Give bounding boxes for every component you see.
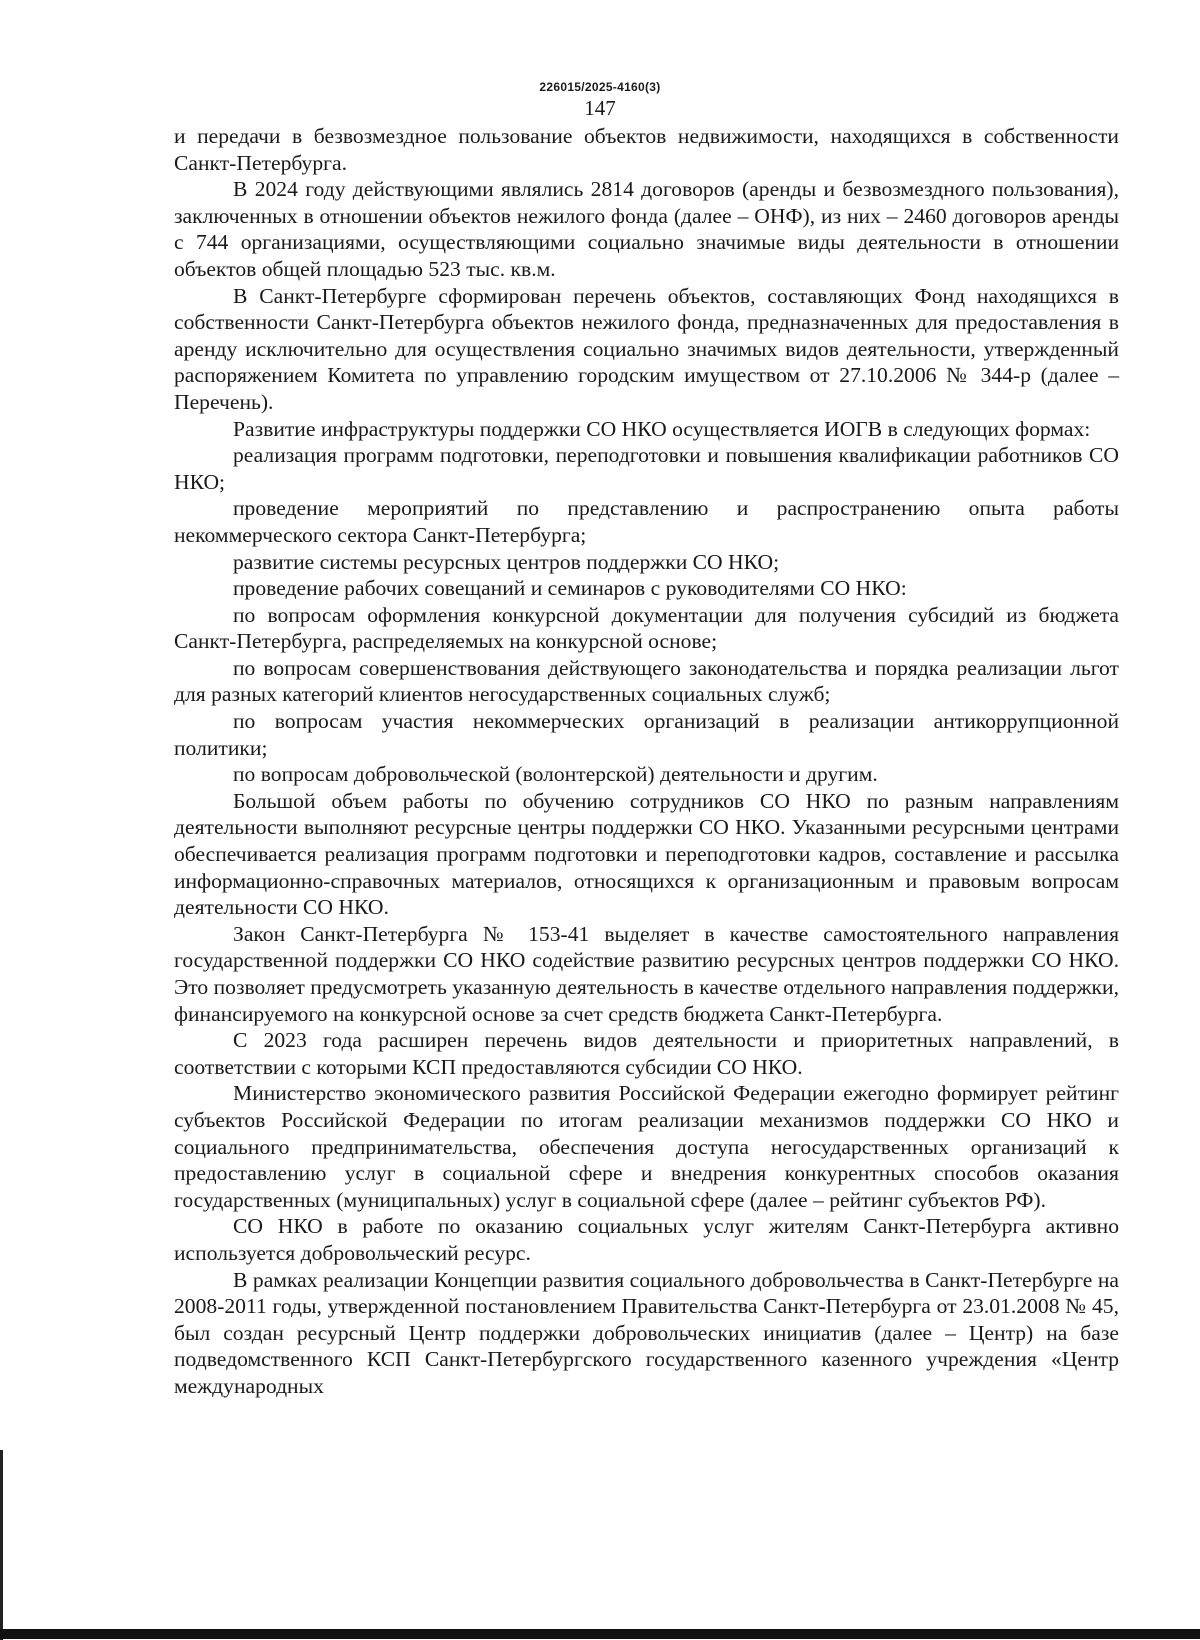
page-number: 147: [584, 96, 616, 120]
paragraph: В рамках реализации Концепции развития социального добровольчества в Санкт-Петербурге на 2008-2011 годы, утвержденной постановлением Правительства Санкт-Петербурга от 23.01.2008 № 45, был создан ресурсный Центр поддержки добровольческих инициатив (далее – Центр) на базе подведомственного КСП Санкт-Петербургского государственного казенного учреждения «Центр международных: [174, 1267, 1119, 1398]
list-item: развитие системы ресурсных центров поддержки СО НКО;: [233, 549, 780, 574]
paragraph: Министерство экономического развития Российской Федерации ежегодно формирует рейтинг субъектов Российской Федерации по итогам реализации механизмов поддержки СО НКО и социального предпринимательства, обеспечения доступа негосударственных организаций к предоставлению услуг в социальной сфере и внедрения конкурентных способов оказания государственных (муниципальных) услуг в социальной сфере (далее – рейтинг субъектов РФ).: [174, 1081, 1119, 1212]
document-body: [174, 123, 1119, 1400]
list-item: по вопросам оформления конкурсной документации для получения субсидий из бюджета Санкт-Петербурга, распределяемых на конкурсной основе;: [174, 602, 1119, 654]
document-registration-number: 226015/2025-4160(3): [539, 80, 661, 94]
list-item: реализация программ подготовки, переподготовки и повышения квалификации работников СО НКО;: [174, 443, 1119, 494]
scan-edge-shadow: [0, 1450, 3, 1640]
list-item: по вопросам добровольческой (волонтерской) деятельности и другим.: [233, 762, 878, 787]
paragraph: Закон Санкт-Петербурга № 153-41 выделяет в качестве самостоятельного направления государственной поддержки СО НКО содействие развитию ресурсных центров поддержки СО НКО. Это позволяет предусмотреть указанную деятельность в качестве отдельного направления поддержки, финансируемого на конкурсной основе за счет средств бюджета Санкт-Петербурга.: [174, 921, 1119, 1026]
paragraph: С 2023 года расширен перечень видов деятельности и приоритетных направлений, в соответствии с которыми КСП предоставляются субсидии СО НКО.: [174, 1028, 1119, 1079]
paragraph: Большой объем работы по обучению сотрудников СО НКО по разным направлениям деятельности выполняют ресурсные центры поддержки СО НКО. Указанными ресурсными центрами обеспечивается реализация программ подготовки и переподготовки кадров, составление и рассылка информационно-справочных материалов, относящихся к организационным и правовым вопросам деятельности СО НКО.: [174, 788, 1119, 920]
paragraph: В 2024 году действующими являлись 2814 договоров (аренды и безвозмездного пользования), заключенных в отношении объектов нежилого фонда (далее – ОНФ), из них – 2460 договоров аренды с 744 организациями, осуществляющими социально значимые виды деятельности в отношении объектов общей площадью 523 тыс. кв.м.: [174, 177, 1119, 281]
list-item: по вопросам участия некоммерческих организаций в реализации антикоррупционной политики;: [174, 709, 1119, 760]
paragraph: СО НКО в работе по оказанию социальных услуг жителям Санкт-Петербурга активно используется добровольческий ресурс.: [174, 1214, 1119, 1265]
list-item: проведение мероприятий по представлению и распространению опыта работы некоммерческого сектора Санкт-Петербурга;: [174, 496, 1119, 547]
list-item: по вопросам совершенствования действующего законодательства и порядка реализации льгот для разных категорий клиентов негосударственных социальных служб;: [174, 655, 1119, 707]
list-item: проведение рабочих совещаний и семинаров с руководителями СО НКО:: [233, 576, 907, 601]
paragraph: Развитие инфраструктуры поддержки СО НКО осуществляется ИОГВ в следующих формах:: [233, 416, 1091, 441]
scan-bottom-border: [0, 1629, 1200, 1639]
paragraph: и передачи в безвозмездное пользование объектов недвижимости, находящихся в собственности Санкт-Петербурга.: [174, 124, 1119, 175]
paragraph: В Санкт-Петербурге сформирован перечень объектов, составляющих Фонд находящихся в собственности Санкт-Петербурга объектов нежилого фонда, предназначенных для предоставления в аренду исключительно для осуществления социально значимых видов деятельности, утвержденный распоряжением Комитета по управлению городским имуществом от 27.10.2006 № 344-р (далее – Перечень).: [174, 283, 1119, 414]
